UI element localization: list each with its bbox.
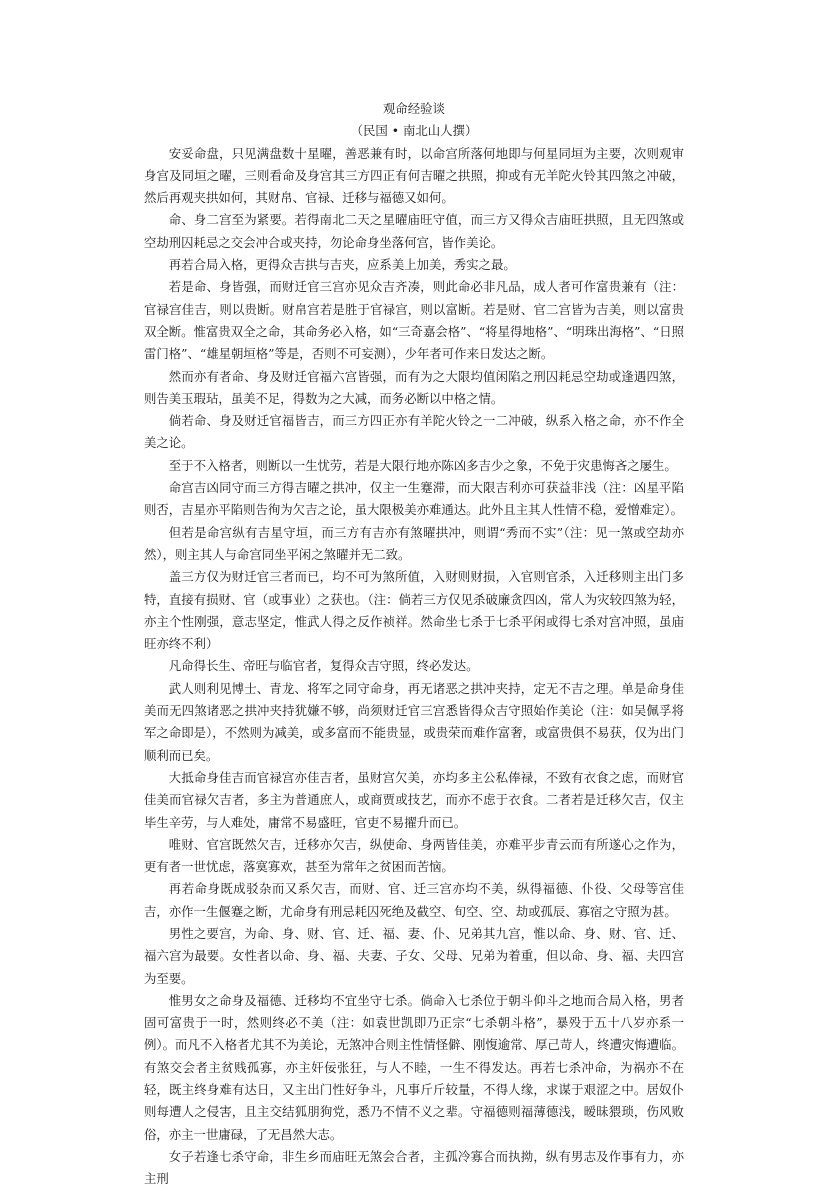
article-title: 观命经验谈 xyxy=(383,101,445,116)
paragraph-1: 安妥命盘，只见满盘数十星曜，善恶兼有时，以命宫所落何地即与何星同垣为主要，次则观审身宫及同垣之曜，三则看命及身宫其三方四正有何吉曜之拱照，抑或有无羊陀火铃其四煞之冲破，然后再观夹拱如何，其财帛、官禄、迁移与福德又如何。 xyxy=(144,145,684,206)
paragraph-5: 然而亦有者命、身及财迁官福六宫皆强，而有为之大限均值闲陷之刑囚耗忌空劫或逢遇四煞，则告美玉瑕玷，虽美不足，得数为之大减，而务必断以中格之情。 xyxy=(144,368,684,406)
paragraph-12: 武人则利见博士、青龙、将军之同守命身，再无诸恶之拱冲夹持，定无不吉之理。单是命身佳美而无四煞诸恶之拱冲夹持犹嫌不够，尚须财迁官三宫悉皆得众吉守照始作美论（注：如吴佩孚将军之命即是），不然则为减美，或多富而不能贵显，或贵荣而难作富奢，或富贵俱不易获，仅为出门顺利而已矣。 xyxy=(144,680,684,763)
paragraph-13: 大抵命身佳吉而官禄宫亦佳吉者，虽财宫欠美，亦均多主公私俸禄，不致有衣食之虑，而财官佳美而官禄欠吉者，多主为普通庶人，或商贾或技艺，而亦不虑于衣食。二者若是迁移欠吉，仅主毕生辛劳，与人难处，庸常不易盛旺，官吏不易擢升而已。 xyxy=(144,769,684,830)
paragraph-15: 再若命身既成驳杂而又系欠吉，而财、官、迁三宫亦均不美，纵得福德、仆役、父母等宫佳吉，亦作一生偃蹇之断，尤命身有刑忌耗囚死绝及截空、旬空、空、劫或孤辰、寡宿之守照为甚。 xyxy=(144,881,684,919)
paragraph-8: 命宫吉凶同守而三方得吉曜之拱冲，仅主一生蹇滞，而大限吉利亦可获益非浅（注：凶星平陷则否，吉星亦平陷则告徇为欠吉之论，虽大限极美亦难通达。此外且主其人性情不稳，爱憎难定）。 xyxy=(144,480,684,518)
paragraph-9: 但若是命宫纵有吉星守垣，而三方有吉亦有煞曜拱冲，则谓“秀而不实”（注：见一煞或空劫亦然），则主其人与命宫同坐平闲之煞曜并无二致。 xyxy=(144,524,684,562)
paragraph-16: 男性之要宫，为命、身、财、官、迁、福、妻、仆、兄弟其九宫，惟以命、身、财、官、迁、福六宫为最要。女性者以命、身、福、夫妻、子女、父母、兄弟为着重，但以命、身、福、夫四宫为至要。 xyxy=(144,925,684,986)
paragraph-3: 再若合局入格，更得众吉拱与吉夹，应系美上加美，秀实之最。 xyxy=(168,257,516,273)
paragraph-14: 唯财、官宫既然欠吉，迁移亦欠吉，纵使命、身两皆佳美，亦难平步青云而有所遂心之作为，更有者一世忧虑，落寞寡欢，甚至为常年之贫困而苦恼。 xyxy=(144,836,684,875)
paragraph-17: 惟男女之命身及福德、迁移均不宜坐守七杀。倘命入七杀位于朝斗仰斗之地而合局入格，男者固可富贵于一时，然则终必不美（注：如袁世凯即乃正宗“七杀朝斗格”，暴殁于五十八岁亦系一例）。而凡不入格者尤其不为美论，无煞冲合则主性情怪僻、刚愎逾常、厚己苛人，终遭灾悔遭临。有煞交会者主贫贱孤寡，亦主奸佞张狂，与人不睦，一生不得发达。再若七杀冲命，为祸亦不在轻，既主终身难有达日，又主出门性好争斗，凡事斤斤较量，不得人缘，求谋于艰涩之中。居奴仆则每遭人之侵害，且主交结狐朋狗党，悉乃不情不义之辈。守福德则福薄德浅，暧昧猥琐，伤风败俗，亦主一世庸碌，了无昌然大志。 xyxy=(144,992,684,1142)
paragraph-4: 若是命、身皆强，而财迁官三宫亦见众吉齐凑，则此命必非凡品，成人者可作富贵兼有（注：官禄宫佳吉，则以贵断。财帛宫若是胜于官禄宫，则以富断。若是财、官二宫皆为吉美，则以富贵双全断。惟富贵双全之命，其命务必入格，如“三奇嘉会格”、“将星得地格”、“明珠出海格”、“日照雷门格”、“雄星朝垣格”等是，否则不可妄测），少年者可作来日发达之断。 xyxy=(144,279,684,362)
paragraph-2: 命、身二宫至为紧要。若得南北二天之星曜庙旺守值，而三方又得众吉庙旺拱照，且无四煞或空劫刑囚耗忌之交会冲合或夹持，勿论命身坐落何宫，皆作美论。 xyxy=(144,212,684,250)
paragraph-7: 至于不入格者，则断以一生忧劳，若是大限行地亦陈凶多吉少之象，不免于灾患悔吝之屡生。 xyxy=(168,457,677,473)
paragraph-10: 盖三方仅为财迁官三者而已，均不可为煞所值，入财则财损，入官则官杀，入迁移则主出门多特，直接有损财、官（或事业）之获也。（注：倘若三方仅见杀破廉贪四凶，常人为灾较四煞为轻，亦主个性刚强，意志坚定，惟武人得之反作祯祥。然命坐七杀于七杀平闲或得七杀对宫冲照，虽庙旺亦终不利） xyxy=(144,569,684,652)
paragraph-18: 女子若逢七杀守命，非生乡而庙旺无煞会合者，主孤冷寡合而执拗，纵有男志及作事有力，亦主刑 xyxy=(144,1148,684,1187)
paragraph-6: 倘若命、身及财迁官福皆吉，而三方四正亦有羊陀火铃之一二冲破，纵系入格之命，亦不作全美之论。 xyxy=(144,413,684,451)
article-subtitle: （民国 • 南北山人撰） xyxy=(350,123,478,139)
paragraph-11: 凡命得长生、帝旺与临官者，复得众吉守照，终必发达。 xyxy=(168,658,479,674)
article-body xyxy=(144,98,684,1191)
